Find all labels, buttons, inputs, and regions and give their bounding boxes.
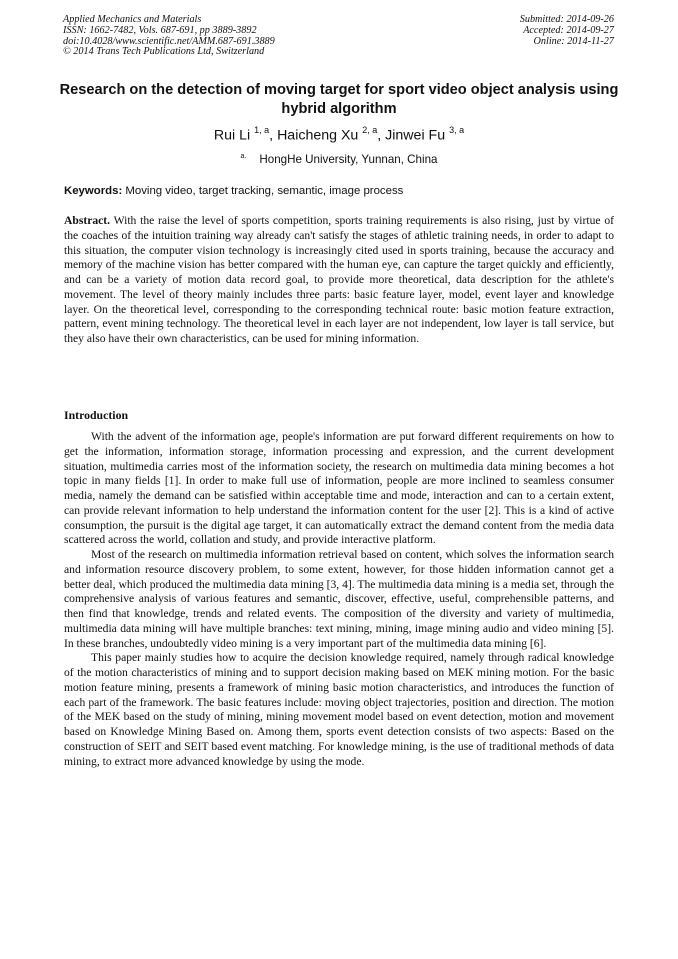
author-name: Jinwei Fu bbox=[385, 127, 446, 144]
journal-header-left bbox=[63, 15, 275, 58]
author-separator: , bbox=[269, 127, 278, 144]
doi-line: doi:10.4028/www.scientific.net/AMM.687-691.3889 bbox=[63, 35, 275, 47]
author-name: Rui Li bbox=[213, 127, 251, 144]
affiliation-mark: a. bbox=[240, 153, 247, 160]
journal-name: Applied Mechanics and Materials bbox=[63, 14, 202, 25]
affiliation bbox=[40, 150, 638, 167]
online-date: Online: 2014-11-27 bbox=[533, 35, 614, 47]
abstract-label: Abstract. bbox=[64, 214, 111, 227]
section-heading-introduction: Introduction bbox=[64, 408, 129, 422]
author-name: Haicheng Xu bbox=[277, 127, 359, 144]
author-affiliation-mark: 2, a bbox=[362, 125, 378, 135]
journal-header-right bbox=[520, 15, 614, 47]
author-affiliation-mark: 1, a bbox=[254, 125, 270, 135]
keywords-label: Keywords: bbox=[64, 185, 123, 197]
paragraph: Most of the research on multimedia information retrieval based on content, which solves the information search and information resource discovery problem, to some extent, however, for those hidden information cannot get a better deal, which produced the multimedia data mining [3, 4]. The multimedia data mining is a media set, through the comprehensive analysis of various features and semantic, discover, effective, useful, comprehensible patterns, and then find that knowledge, trends and related events. The composition of the diversity and variety of multimedia, multimedia data mining will have multiple branches: text mining, mining, image mining audio and video mining [5]. In these branches, undoubtedly video mining is a very important part of the multimedia data mining [6]. bbox=[64, 548, 614, 650]
submitted-date: Submitted: 2014-09-26 bbox=[519, 14, 614, 25]
abstract-text: With the raise the level of sports competition, sports training requirements is also rising, just by virtue of the coaches of the intuition training way already can't satisfy the stages of athletic training needs, in order to adapt to this situation, the computer vision technology is increasingly cited used in sports training, because the accuracy and memory of the machine vision has better compared with the human eye, can capture the target quickly and efficiently, and can be a variety of motion data record goal, to provide more theoretical, data description for the athlete's movement. The level of theory mainly includes three parts: basic feature layer, model, event layer and knowledge layer. On the theoretical level, corresponding to the corresponding technical route: basic motion feature extraction, pattern, event mining technology. The theoretical level in each layer are not independent, low layer is tall service, but they also have their own characteristics, can be used for mining information. bbox=[64, 214, 614, 345]
author-affiliation-mark: 3, a bbox=[449, 125, 465, 135]
paragraph: With the advent of the information age, people's information are put forward different requirements on how to get the information, information storage, information processing and expression, and the current development situation, multimedia carries most of the information society, the research on multimedia data mining becomes a hot topic in many fields [1]. In order to make full use of information, people are more inclined to seamless consumer media, namely the demand can be satisfied within acceptable time and mode, interaction and can to a certain extent, can provide relevant information to help understand the information content for the user [2]. This is a kind of active consumption, the pursuit is the digital age target, it can automatically extract the demand content from the media data scattered across the world, collation and study, and provide interactive platform. bbox=[64, 430, 614, 547]
affiliation-text: HongHe University, Yunnan, China bbox=[259, 152, 438, 166]
issn-line: ISSN: 1662-7482, Vols. 687-691, pp 3889-3892 bbox=[63, 24, 257, 36]
author-list bbox=[40, 122, 638, 145]
introduction-body bbox=[64, 430, 614, 769]
keywords-text: Moving video, target tracking, semantic, image process bbox=[122, 185, 404, 197]
author-separator: , bbox=[377, 127, 386, 144]
copyright-line: © 2014 Trans Tech Publications Ltd, Switzerland bbox=[63, 46, 265, 58]
paragraph: This paper mainly studies how to acquire the decision knowledge required, namely through radical knowledge of the motion characteristics of mining and to support decision making based on MEK mining motion. For the basic motion feature mining, presents a framework of mining basic motion characteristics, and introduces the function of each part of the framework. The basic features include: moving object trajectories, position and direction. The motion of the MEK based on the study of mining, mining movement model based on event detection, motion and movement based on Knowledge Mining Based on. Among them, sports event detection consists of two aspects: Based on the construction of SEIT and SEIT based event matching. For knowledge mining, is the use of traditional methods of data mining, to extract more advanced knowledge by using the mode. bbox=[64, 651, 614, 768]
abstract bbox=[64, 214, 614, 347]
accepted-date: Accepted: 2014-09-27 bbox=[523, 24, 614, 36]
paper-title: Research on the detection of moving target for sport video object analysis using hybrid algorithm bbox=[59, 82, 619, 117]
keywords bbox=[64, 184, 624, 198]
